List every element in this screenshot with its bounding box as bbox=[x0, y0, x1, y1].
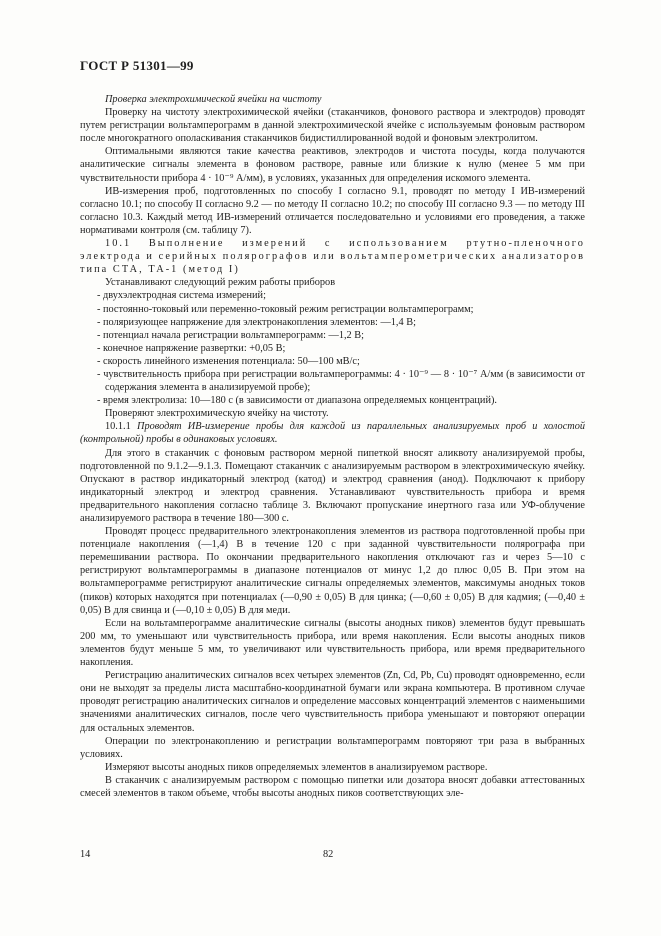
list-item-text: конечное напряжение развертки: +0,05 В; bbox=[103, 342, 286, 354]
list-item-text: потенциал начала регистрации вольтамперограмм: —1,2 В; bbox=[103, 329, 364, 341]
list-item-text: поляризующее напряжение для электронакопления элементов: —1,4 В; bbox=[103, 316, 416, 328]
clause bbox=[80, 420, 585, 446]
document-body bbox=[80, 93, 585, 800]
paragraph: В стаканчик с анализируемым раствором с помощью пипетки или дозатора вносят добавки аттестованных смесей элементов в таком объеме, чтобы высоты анодных пиков соответствующих эле- bbox=[80, 774, 585, 799]
paragraph: Для этого в стаканчик с фоновым раствором мерной пипеткой вносят аликвоту анализируемой пробы, подготовленной по 9.1.2—9.1.3. Помещают стаканчик с анализируемым раствором в электрохимическую ячейку. Опускают в раствор индикаторный электрод (катод) и электрод сравнения (анод). Подключают к прибору индикаторный электрод и электрод сравнения. Устанавливают чувствительность прибора и время предварительного накопления согласно таблице 3. Включают пропускание инертного газа или УФ-облучение анализируемого раствора в течение 180—300 с. bbox=[80, 447, 585, 524]
page-number: 14 bbox=[80, 849, 91, 860]
subsection-heading: 10.1 Выполнение измерений с использованием ртутно-пленочного электрода и серийных полярографов или вольтамперометрических анализаторов типа СТА, ТА-1 (метод I) bbox=[80, 238, 585, 276]
paragraph: Проводят процесс предварительного электронакопления элементов из раствора подготовленной пробы при потенциале накопления (—1,4) В в течение 120 с при заданной чувствительности полярографа при перемешивании раствора. По окончании предварительного накопления отключают газ и через 5—10 с регистрируют вольтамперограммы в диапазоне потенциалов от минус 1,2 до плюс 0,05 В. При этом на вольтамперограмме регистрируют аналитические сигналы определяемых элементов, максимумы анодных токов (пиков) которых находятся при потенциалах (—0,90 ± 0,05) В для цинка; (—0,60 ± 0,05) В для кадмия; (—0,40 ± 0,05) В для свинца и (—0,10 ± 0,05) В для меди. bbox=[80, 526, 585, 616]
list-item: - время электролиза: 10—180 с (в зависимости от диапазона определяемых концентраций). bbox=[97, 395, 497, 407]
list-item: - поляризующее напряжение для электронакопления элементов: —1,4 В; bbox=[97, 316, 416, 328]
document-header: ГОСТ Р 51301—99 bbox=[80, 58, 194, 73]
paragraph: ИВ-измерения проб, подготовленных по способу I согласно 9.1, проводят по методу I ИВ-измерений согласно 10.1; по способу II согласно 9.2 — по методу II согласно 10.2; по способу III согласно 9.3 — по методу III согласно 10.3. Каждый метод ИВ-измерений отличается последовательно и условиями его проведения, а также нормативами контроля (см. таблицу 7). bbox=[80, 185, 585, 236]
paragraph: Проверку на чистоту электрохимической ячейки (стаканчиков, фонового раствора и электродов) проводят путем регистрации вольтамперограмм в данной электрохимической ячейке с используемым фоновым раствором после многократного ополаскивания стаканчиков бидистиллированной водой и фоновым электролитом. bbox=[80, 107, 585, 145]
list-item-text: время электролиза: 10—180 с (в зависимости от диапазона определяемых концентраций). bbox=[103, 395, 497, 407]
clause-text: Проводят ИВ-измерение пробы для каждой из параллельных анализируемых проб и холостой (контрольной) пробы в одинаковых условиях. bbox=[80, 421, 586, 446]
list-item-text: постоянно-токовый или переменно-токовый режим регистрации вольтамперограмм; bbox=[103, 303, 474, 315]
paragraph: Регистрацию аналитических сигналов всех четырех элементов (Zn, Cd, Pb, Cu) проводят одновременно, если они не выходят за пределы листа масштабно-координатной бумаги или экрана компьютера. В противном случае проводят регистрацию аналитических сигналов и определение массовых концентраций элементов с наименьшими значениями аналитических сигналов, после чего чувствительность прибора уменьшают и повторяют операции для остальных элементов. bbox=[80, 670, 585, 734]
clause-number: 10.1.1 bbox=[105, 421, 131, 433]
list-item: - двухэлектродная система измерений; bbox=[97, 290, 266, 302]
paragraph: Проверяют электрохимическую ячейку на чистоту. bbox=[105, 408, 329, 420]
sheet-number: 82 bbox=[323, 849, 334, 860]
paragraph: Измеряют высоты анодных пиков определяемых элементов в анализируемом растворе. bbox=[105, 761, 488, 773]
paragraph: Операции по электронакоплению и регистрации вольтамперограмм повторяют три раза в выбранных условиях. bbox=[80, 735, 585, 760]
list-item: - конечное напряжение развертки: +0,05 В; bbox=[97, 342, 286, 354]
paragraph: Устанавливают следующий режим работы приборов bbox=[105, 277, 336, 289]
list-item-text: скорость линейного изменения потенциала: 50—100 мВ/с; bbox=[103, 355, 360, 367]
list-item-text: двухэлектродная система измерений; bbox=[103, 290, 266, 302]
list-item: - постоянно-токовый или переменно-токовый режим регистрации вольтамперограмм; bbox=[97, 303, 474, 315]
paragraph: Если на вольтамперограмме аналитические сигналы (высоты анодных пиков) элементов будут превышать 200 мм, то уменьшают или чувствительность прибора, или время накопления. Если высоты анодных пиков элементов будут меньше 5 мм, то увеличивают или чувствительность прибора, или время предварительного накопления. bbox=[80, 617, 585, 669]
section-heading: Проверка электрохимической ячейки на чистоту bbox=[105, 94, 322, 105]
paragraph: Оптимальными являются такие качества реактивов, электродов и чистота посуды, когда получаются аналитические сигналы элемента в фоновом растворе, равные или близкие к нулю (менее 5 мм при чувствительности прибора 4 · 10⁻⁹ А/мм), в условиях, указанных для определения искомого элемента. bbox=[80, 146, 585, 184]
list-item-text: чувствительность прибора при регистрации вольтамперограммы: 4 · 10⁻⁹ — 8 · 10⁻⁷ А/мм (в зависимости от содержания элемента в анализируемой пробе); bbox=[103, 368, 585, 394]
list-item: - потенциал начала регистрации вольтамперограмм: —1,2 В; bbox=[97, 329, 364, 341]
list-item: - чувствительность прибора при регистрации вольтамперограммы: 4 · 10⁻⁹ — 8 · 10⁻⁷ А/мм (в зависимости от содержания элемента в анализируемой пробе); bbox=[97, 368, 585, 394]
list-item: - скорость линейного изменения потенциала: 50—100 мВ/с; bbox=[97, 355, 360, 367]
